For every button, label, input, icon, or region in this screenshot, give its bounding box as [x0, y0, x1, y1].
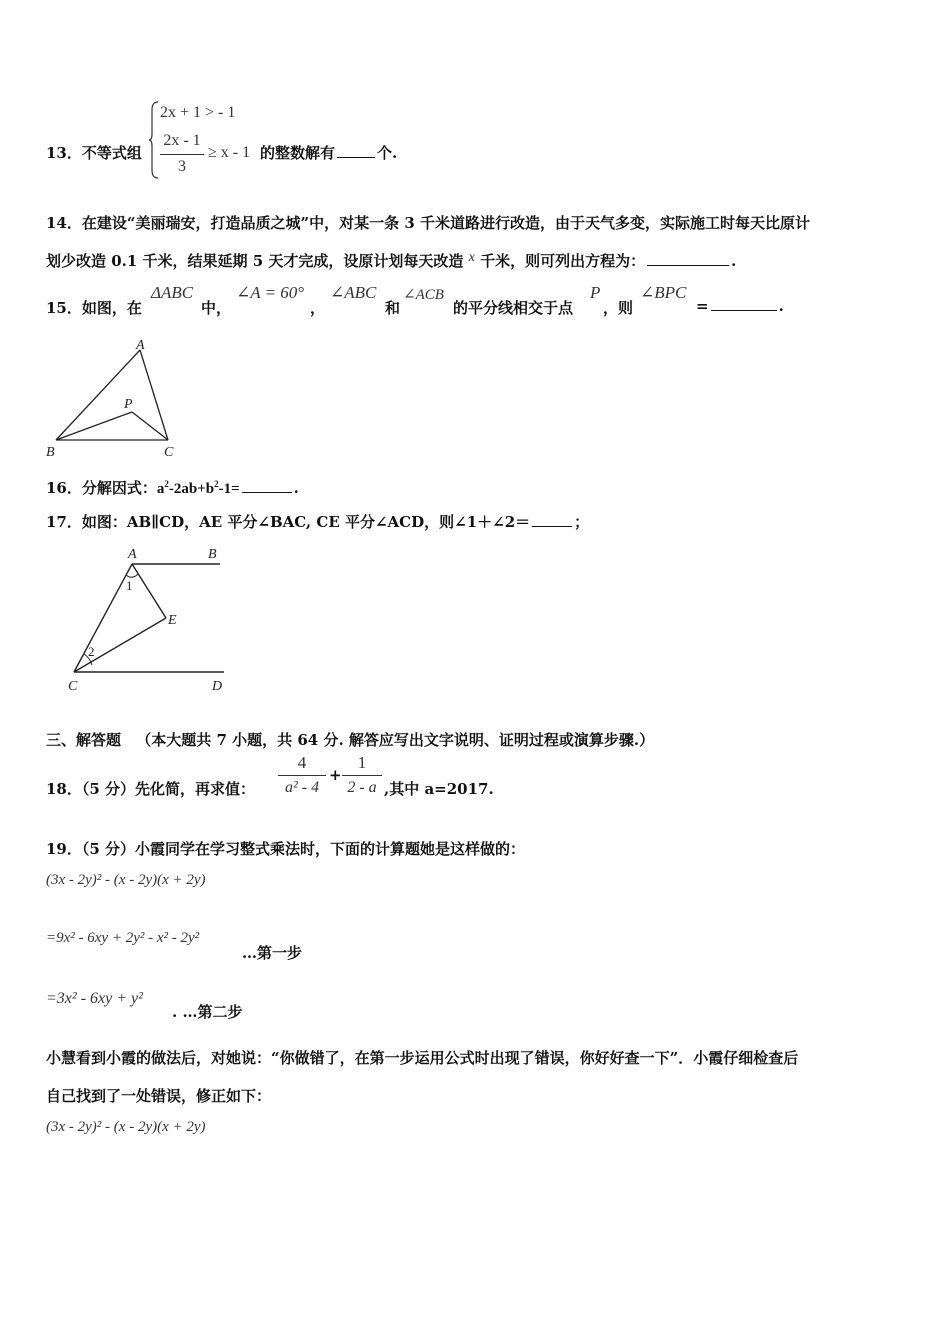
q18-f1-num: 4	[297, 753, 307, 772]
label-angle-1: 1	[126, 578, 133, 593]
q17-parallel-figure	[62, 542, 234, 694]
section-3-title: 三、解答题	[46, 731, 122, 749]
q17-text: 17．如图：AB∥CD，AE 平分∠BAC, CE 平分∠ACD，则∠1＋∠2＝	[46, 513, 531, 531]
q13-tail: 的整数解有	[260, 144, 336, 162]
q15-eq: =	[696, 297, 709, 315]
line-ac	[74, 564, 132, 672]
side-ab	[56, 350, 140, 440]
label-a: A	[128, 547, 137, 562]
q16-label: 16．分解因式：	[46, 479, 157, 497]
q16-expr-mid: -2ab+b	[168, 481, 215, 497]
q15-angle-bpc: ∠BPC	[640, 283, 687, 302]
q16-expr-end: -1=	[218, 481, 240, 497]
q17-end: ；	[574, 513, 590, 531]
q15-point-p: P	[590, 283, 601, 302]
q15-then: ，则	[603, 299, 634, 317]
label-angle-2: 2	[88, 644, 95, 659]
q15-angle-acb: ∠ACB	[403, 287, 444, 303]
q13-frac-num: 2x - 1	[163, 132, 201, 149]
q18-f2-bar	[342, 775, 382, 776]
label-a: A	[136, 338, 145, 353]
q14-end: .	[731, 252, 737, 270]
segment-cp	[132, 412, 168, 440]
q15-triangle: ΔABC	[151, 283, 194, 302]
q19-step2: =3x² - 6xy + y²	[46, 990, 143, 1007]
q13-label: 13．不等式组	[46, 144, 142, 162]
q15-and: 和	[385, 299, 401, 317]
q13-frac-bar	[160, 154, 204, 155]
q13-rhs: ≥ x - 1	[208, 144, 251, 161]
q19-step1: =9x² - 6xy + 2y² - x² - 2y²	[46, 930, 200, 946]
q19-label: 19．（5 分）小霞同学在学习整式乘法时，下面的计算题她是这样做的：	[46, 840, 526, 858]
q19-expr-fix: (3x - 2y)² - (x - 2y)(x + 2y)	[46, 1119, 206, 1135]
segment-bp	[56, 412, 132, 440]
q18-tail: ,其中 a=2017.	[384, 780, 494, 798]
section-3-header	[46, 729, 654, 750]
q19-para2: 自己找到了一处错误，修正如下：	[46, 1087, 272, 1105]
q19-para1: 小慧看到小霞的做法后，对她说：“你做错了，在第一步运用公式时出现了错误，你好好查一下”．小霞仔细检查后	[46, 1049, 799, 1067]
q13-inequality-1: 2x + 1 > - 1	[160, 104, 236, 121]
q16: 16．分解因式：$a^2-2ab+b^2-1=$ .	[46, 479, 299, 497]
q18-label: 18．（5 分）先化简，再求值：	[46, 780, 256, 798]
q15-label: 15．如图，在	[46, 299, 142, 317]
q14-line2a: 划少改造 0.1 千米，结果延期 5 天才完成，设原计划每天改造	[46, 252, 464, 270]
angle-1-arc	[126, 574, 138, 577]
q15-angle-a: ∠A = 60°	[236, 283, 305, 302]
q15-answer-blank	[711, 309, 777, 311]
q16-end: .	[293, 479, 299, 497]
brace-icon	[148, 100, 160, 180]
q18-f1-bar	[278, 775, 326, 776]
section-3-note: （本大题共 7 小题，共 64 分. 解答应写出文字说明、证明过程或演算步骤.）	[136, 731, 655, 749]
line-ae	[132, 564, 166, 618]
q19-step1-note: …第一步	[242, 944, 303, 962]
label-b: B	[208, 547, 217, 562]
q13-frac-den: 3	[178, 158, 186, 175]
label-c: C	[68, 679, 78, 694]
q14-line2b: 千米，则可列出方程为：	[480, 252, 646, 270]
label-c: C	[164, 445, 174, 460]
q18-f2-den: 2 - a	[347, 779, 377, 796]
q15-angle-abc: ∠ABC	[330, 283, 377, 302]
q15-end: .	[778, 297, 784, 315]
q14-var: x	[468, 250, 475, 265]
q18-f2-num: 1	[357, 753, 367, 772]
q15-mid: 中，	[201, 299, 232, 317]
q15-comma: ，	[310, 299, 326, 317]
q14-line1: 14．在建设“美丽瑞安，打造品质之城”中，对某一条 3 千米道路进行改造，由于天气多变，实际施工时每天比原计	[46, 214, 811, 232]
q19-expr0: (3x - 2y)² - (x - 2y)(x + 2y)	[46, 872, 206, 888]
q13-end: 个.	[377, 144, 398, 162]
q13-answer-blank	[337, 156, 375, 158]
label-p: P	[124, 397, 133, 412]
q17-answer-blank	[532, 525, 572, 527]
label-b: B	[46, 445, 55, 460]
q19-step2-note: . …第二步	[172, 1003, 243, 1021]
q14-answer-blank	[647, 264, 729, 266]
q15-triangle-figure	[40, 336, 190, 462]
q16-expr-a: a	[156, 481, 165, 497]
label-d: D	[212, 679, 223, 694]
q18-plus: +	[329, 766, 342, 784]
q15-bisect: 的平分线相交于点	[453, 299, 574, 317]
q16-answer-blank	[242, 491, 292, 493]
q18-f1-den: a² - 4	[284, 779, 320, 796]
side-ac	[140, 350, 168, 440]
label-e: E	[168, 613, 177, 628]
